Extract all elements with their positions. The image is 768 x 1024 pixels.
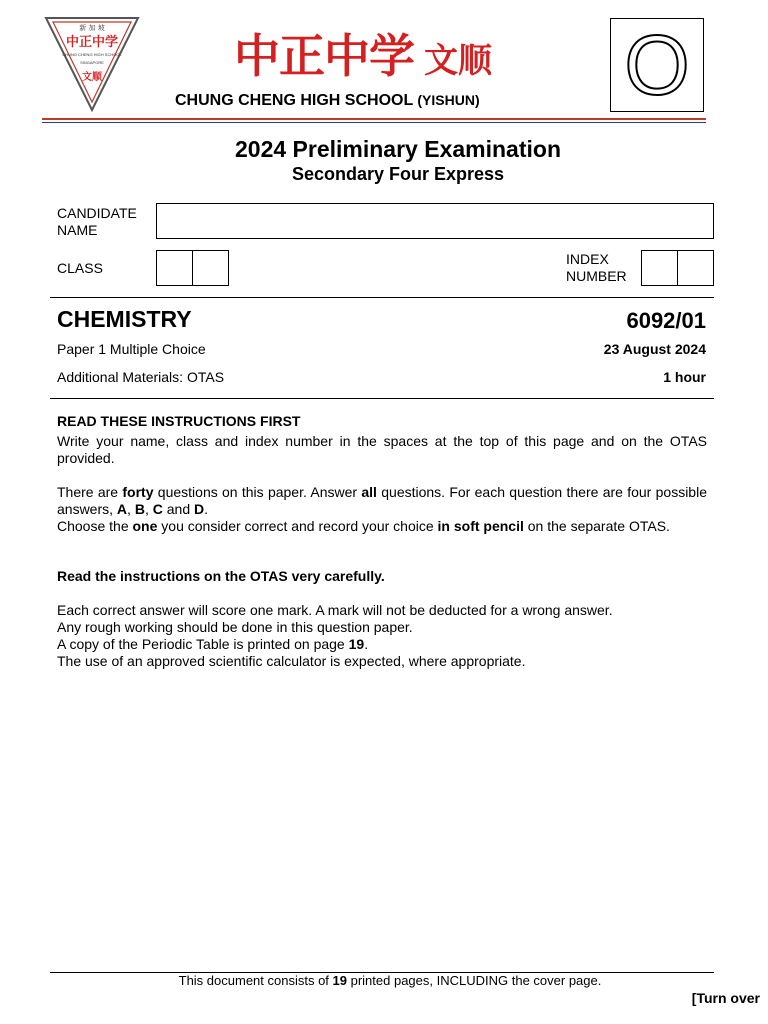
- text-span: This document consists of: [178, 973, 333, 988]
- school-location: (YISHUN): [417, 92, 480, 108]
- class-field[interactable]: [156, 250, 229, 286]
- instruction-line: The use of an approved scientific calculator is expected, where appropriate.: [57, 653, 526, 669]
- option-b: B: [134, 501, 145, 517]
- text-span: .: [364, 636, 369, 652]
- emphasis-one: one: [132, 518, 158, 534]
- text-span: questions. For each question there are four possible answers,: [57, 484, 707, 517]
- emphasis-soft-pencil: in soft pencil: [437, 518, 524, 534]
- school-crest-icon: [44, 16, 140, 112]
- index-number-label: [566, 251, 627, 285]
- turn-over-note: [Turn over: [691, 990, 760, 1006]
- text-span: printed pages, INCLUDING the cover page.: [347, 973, 602, 988]
- crest-bottom-text: 文顺: [82, 72, 102, 83]
- index-label-line1: INDEX: [566, 251, 609, 267]
- text-span: Choose the: [57, 518, 133, 534]
- candidate-name-field[interactable]: [156, 203, 714, 239]
- instructions-paragraph-1: Write your name, class and index number in the spaces at the top of this page and on the OTAS provided.: [57, 433, 707, 466]
- school-name-text: CHUNG CHENG HIGH SCHOOL: [175, 92, 413, 109]
- text-span: There are: [57, 484, 123, 500]
- paper-series-box: [610, 18, 704, 112]
- crest-main-text: 中正中学: [65, 35, 119, 50]
- text-span: and: [162, 501, 194, 517]
- crest-top-text: 新 加 坡: [79, 24, 105, 32]
- instructions-heading: READ THESE INSTRUCTIONS FIRST: [57, 413, 301, 429]
- text-span: questions on this paper. Answer: [153, 484, 362, 500]
- index-label-line2: NUMBER: [566, 268, 627, 284]
- option-a: A: [116, 501, 128, 517]
- exam-duration: 1 hour: [663, 369, 706, 385]
- paper-series-letter: O: [624, 17, 690, 112]
- additional-materials: Additional Materials: OTAS: [57, 369, 225, 385]
- text-span: on the separate OTAS.: [523, 518, 670, 534]
- option-d: D: [194, 501, 205, 517]
- text-span: .: [204, 501, 209, 517]
- section-divider: [50, 297, 714, 298]
- text-span: ,: [127, 501, 135, 517]
- index-number-field[interactable]: [641, 250, 714, 286]
- crest-en-text: CHUNG CHENG HIGH SCHOOL: [62, 52, 122, 57]
- otas-instructions-note: Read the instructions on the OTAS very carefully.: [57, 568, 385, 584]
- text-span: you consider correct and record your choice: [157, 518, 438, 534]
- candidate-name-label-line2: NAME: [57, 222, 98, 238]
- subject-name: CHEMISTRY: [57, 306, 192, 332]
- exam-subtitle: Secondary Four Express: [291, 164, 505, 184]
- instructions-paragraph-3: [57, 518, 707, 535]
- school-brand-chinese: [234, 28, 524, 84]
- section-divider: [50, 398, 714, 399]
- brand-cn-main: 中正中学: [234, 29, 414, 83]
- class-cell[interactable]: [193, 251, 228, 285]
- candidate-name-label: [57, 205, 137, 239]
- header-divider-red: [42, 118, 706, 120]
- emphasis-all: all: [361, 484, 377, 500]
- candidate-name-label-line1: CANDIDATE: [57, 205, 137, 221]
- subject-code: 6092/01: [626, 308, 706, 333]
- index-cell[interactable]: [678, 251, 713, 285]
- exam-date: 23 August 2024: [603, 341, 706, 357]
- instruction-line: [57, 636, 707, 653]
- instruction-line: Any rough working should be done in this question paper.: [57, 619, 413, 635]
- exam-title: 2024 Preliminary Examination: [235, 136, 561, 162]
- text-span: ,: [144, 501, 153, 517]
- crest-country-text: SINGAPORE: [80, 60, 104, 65]
- instructions-paragraph-5: [57, 602, 707, 670]
- school-name: [175, 92, 480, 110]
- class-label: CLASS: [57, 260, 103, 276]
- page-count-note: [0, 973, 768, 988]
- instruction-line: Each correct answer will score one mark. A mark will not be deducted for a wrong answer.: [57, 602, 613, 618]
- emphasis-forty: forty: [122, 484, 154, 500]
- brand-cn-branch: 文顺: [424, 41, 492, 81]
- periodic-table-page: 19: [348, 636, 365, 652]
- header-divider-blue: [42, 122, 706, 123]
- instructions-paragraph-2: [57, 484, 707, 518]
- page-count: 19: [332, 973, 347, 988]
- option-c: C: [152, 501, 163, 517]
- class-cell[interactable]: [157, 251, 193, 285]
- text-span: A copy of the Periodic Table is printed on page: [57, 636, 349, 652]
- paper-description: Paper 1 Multiple Choice: [57, 341, 206, 357]
- index-cell[interactable]: [642, 251, 678, 285]
